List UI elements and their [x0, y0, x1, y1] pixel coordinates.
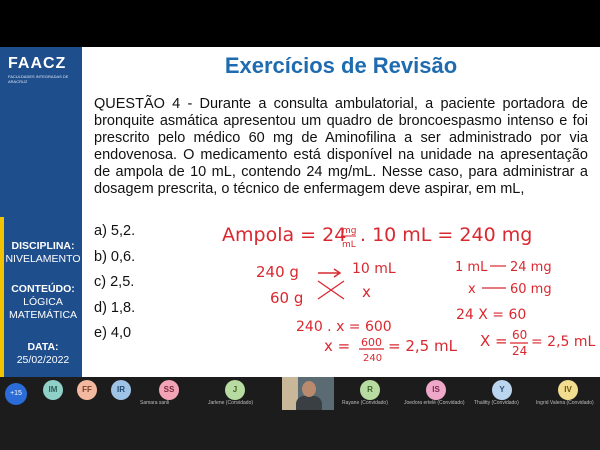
participant-name: Rayane (Convidado) — [342, 400, 388, 406]
conteudo-value-line1: LÓGICA — [23, 296, 63, 308]
hw-arrow-1 — [318, 269, 340, 277]
hw-eq-2-num: 600 — [361, 336, 382, 349]
participant-tile[interactable] — [108, 377, 138, 410]
avatar: Y — [492, 380, 512, 400]
hw-s4-result: = 2,5 mL — [531, 334, 596, 350]
hw-rule-x: x — [362, 283, 371, 301]
avatar: FF — [77, 380, 97, 400]
hw-s1-right: 24 mg — [510, 260, 552, 275]
hw-cross-arrows — [318, 281, 344, 299]
data-value: 25/02/2022 — [16, 354, 70, 366]
option-c: c) 2,5. — [94, 274, 135, 290]
participant-tile[interactable] — [40, 377, 70, 410]
participant-tile[interactable] — [338, 377, 402, 410]
hw-eq-2-result: = 2,5 mL — [388, 337, 457, 355]
hw-mg-unit: mg — [342, 226, 357, 236]
active-speaker-video[interactable] — [282, 377, 334, 410]
conteudo-label: CONTEÚDO: — [11, 283, 75, 295]
participant-name: Ingrid Valena (Convidado) — [536, 400, 594, 406]
hw-s4-den: 24 — [512, 344, 528, 358]
hw-s2-right: 60 mg — [510, 282, 552, 297]
hw-ampola: Ampola = 24 — [222, 224, 347, 246]
more-participants-button[interactable]: +15 — [5, 383, 27, 405]
hw-rule-240g: 240 g — [256, 263, 299, 281]
option-d: d) 1,8. — [94, 299, 136, 316]
hw-s4-num: 60 — [512, 328, 528, 342]
avatar: IR — [111, 380, 131, 400]
hw-ampola-result: . 10 mL = 240 mg — [360, 224, 533, 246]
question-text: QUESTÃO 4 - Durante a consulta ambulatorial, a paciente portadora de bronquite asmática apresentou um quadro de broncoespasmo intenso e foi prescrito pelo médico 60 mg de Aminofilina a ser administrado por via endovenosa. O medicamento está disponível na unidade na apresentação de ampola de 10 mL, contendo 24 mg/mL. Nesse caso, para administrar a dosagem prescrita, o técnico de enfermagem deve aspirar, em mL, — [94, 96, 588, 197]
hw-rule-60g: 60 g — [270, 289, 304, 307]
speaker-head — [302, 381, 316, 397]
hw-eq-2-den: 240 — [363, 353, 383, 364]
hw-eq-1: 240 . x = 600 — [296, 319, 392, 335]
participant-name: Jarlene (Convidado) — [208, 400, 254, 406]
avatar: IV — [558, 380, 578, 400]
avatar: J — [225, 380, 245, 400]
presentation-slide — [0, 47, 600, 377]
participant-tile[interactable] — [140, 377, 200, 410]
letterbox-top — [0, 0, 600, 47]
participant-name: Joedora ertelé (Convidado) — [404, 400, 465, 406]
slide-title: Exercícios de Revisão — [224, 53, 458, 78]
option-b: b) 0,6. — [94, 248, 136, 265]
option-e: e) 4,0 — [94, 325, 132, 341]
avatar: IM — [43, 380, 63, 400]
avatar: R — [360, 380, 380, 400]
hw-eq-2-lhs: x = — [324, 337, 351, 355]
participant-tile[interactable] — [74, 377, 104, 410]
data-label: DATA: — [27, 341, 59, 353]
participant-tile[interactable] — [536, 377, 600, 410]
hw-s1-left: 1 mL — [455, 260, 488, 275]
conteudo-value-line2: MATEMÁTICA — [8, 309, 78, 321]
avatar: IS — [426, 380, 446, 400]
participant-tile[interactable] — [470, 377, 534, 410]
participant-tile[interactable] — [404, 377, 468, 410]
avatar: SS — [159, 380, 179, 400]
speaker-torso — [296, 396, 322, 410]
option-a: a) 5,2. — [94, 223, 136, 239]
handwritten-annotations — [0, 47, 600, 377]
participant-tile[interactable] — [204, 377, 268, 410]
hw-rule-10ml: 10 mL — [352, 261, 396, 277]
logo-subtitle: FACULDADES INTEGRADAS DE ARACRUZ — [8, 74, 69, 84]
hw-ml-unit: mL — [342, 240, 356, 250]
disciplina-value: NIVELAMENTO — [5, 253, 81, 265]
hw-s2-left: x — [468, 282, 476, 297]
disciplina-label: DISCIPLINA: — [11, 240, 75, 252]
participant-name: Thalitty (Convidado) — [474, 400, 519, 406]
hw-s4-lhs: X = — [480, 332, 508, 350]
hw-s3: 24 X = 60 — [456, 307, 527, 323]
meeting-participants-bar — [0, 377, 600, 450]
participant-name: Samara sanli — [140, 400, 170, 406]
logo-mark: FAACZ — [8, 55, 67, 72]
